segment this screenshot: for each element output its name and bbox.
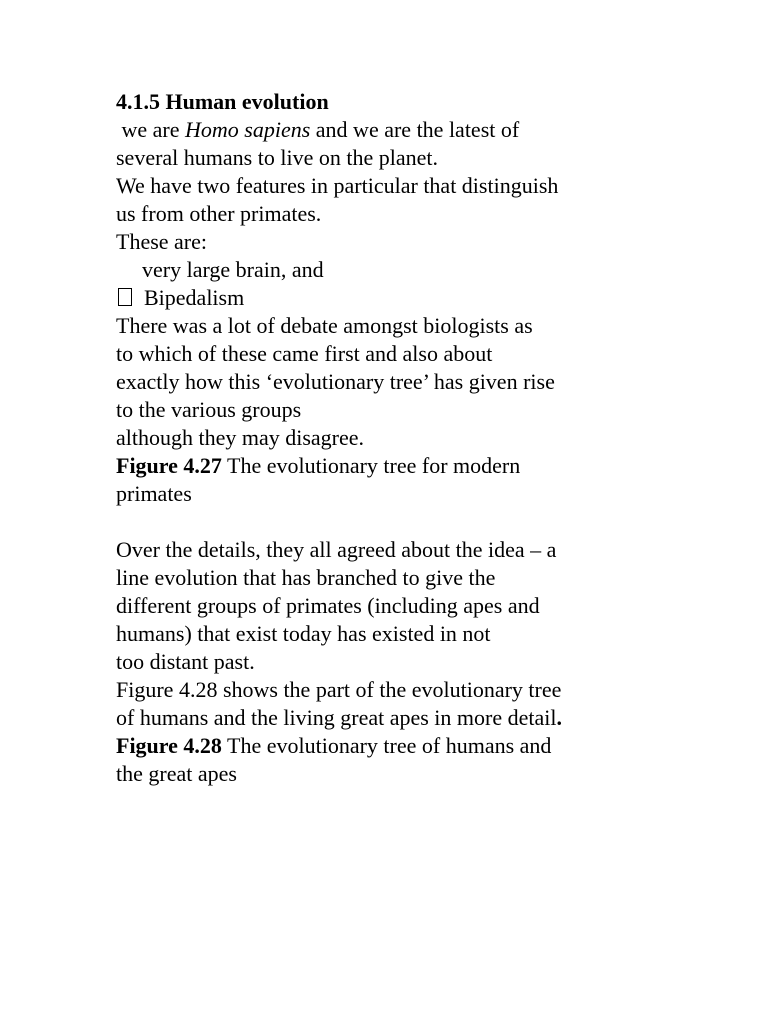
figure-caption-line: the great apes — [116, 761, 237, 786]
paragraph-line: to which of these came first and also about — [116, 341, 493, 366]
species-name: Homo sapiens — [185, 117, 311, 142]
paragraph-line: too distant past. — [116, 649, 255, 674]
figure-label: Figure 4.28 — [116, 733, 222, 758]
paragraph-line: line evolution that has branched to give the — [116, 565, 496, 590]
paragraph-line — [116, 116, 676, 144]
bullet-item: very large brain, and — [142, 257, 324, 282]
paragraph-line: We have two features in particular that distinguish — [116, 173, 559, 198]
paragraph-line: to the various groups — [116, 397, 302, 422]
caption-text: The evolutionary tree of humans and — [221, 733, 552, 758]
document-page — [116, 88, 676, 788]
figure-label: Figure 4.27 — [116, 453, 222, 478]
paragraph-line: Figure 4.28 shows the part of the evolutionary tree — [116, 677, 562, 702]
paragraph-line: exactly how this ‘evolutionary tree’ has given rise — [116, 369, 555, 394]
figure-caption — [116, 732, 676, 760]
paragraph-line: several humans to live on the planet. — [116, 145, 438, 170]
paragraph-line: us from other primates. — [116, 201, 322, 226]
paragraph-line: There was a lot of debate amongst biologists as — [116, 313, 533, 338]
blank-line — [116, 508, 676, 536]
paragraph-line: different groups of primates (including apes and — [116, 593, 540, 618]
text-run: and we are the latest of — [310, 117, 520, 142]
figure-caption-line: primates — [116, 481, 192, 506]
paragraph-line — [116, 704, 676, 732]
text-run: . — [556, 705, 562, 730]
paragraph-line: humans) that exist today has existed in not — [116, 621, 491, 646]
bullet-text: Bipedalism — [144, 285, 245, 310]
figure-caption — [116, 452, 676, 480]
missing-glyph-bullet-icon — [118, 288, 132, 306]
caption-text: The evolutionary tree for modern — [221, 453, 521, 478]
section-heading: 4.1.5 Human evolution — [116, 89, 329, 114]
paragraph-line: These are: — [116, 229, 207, 254]
paragraph-line: Over the details, they all agreed about the idea – a — [116, 537, 557, 562]
text-run: of humans and the living great apes in more detail — [116, 705, 557, 730]
text-run: we are — [116, 117, 186, 142]
paragraph-line: although they may disagree. — [116, 425, 365, 450]
bullet-item — [116, 284, 676, 312]
